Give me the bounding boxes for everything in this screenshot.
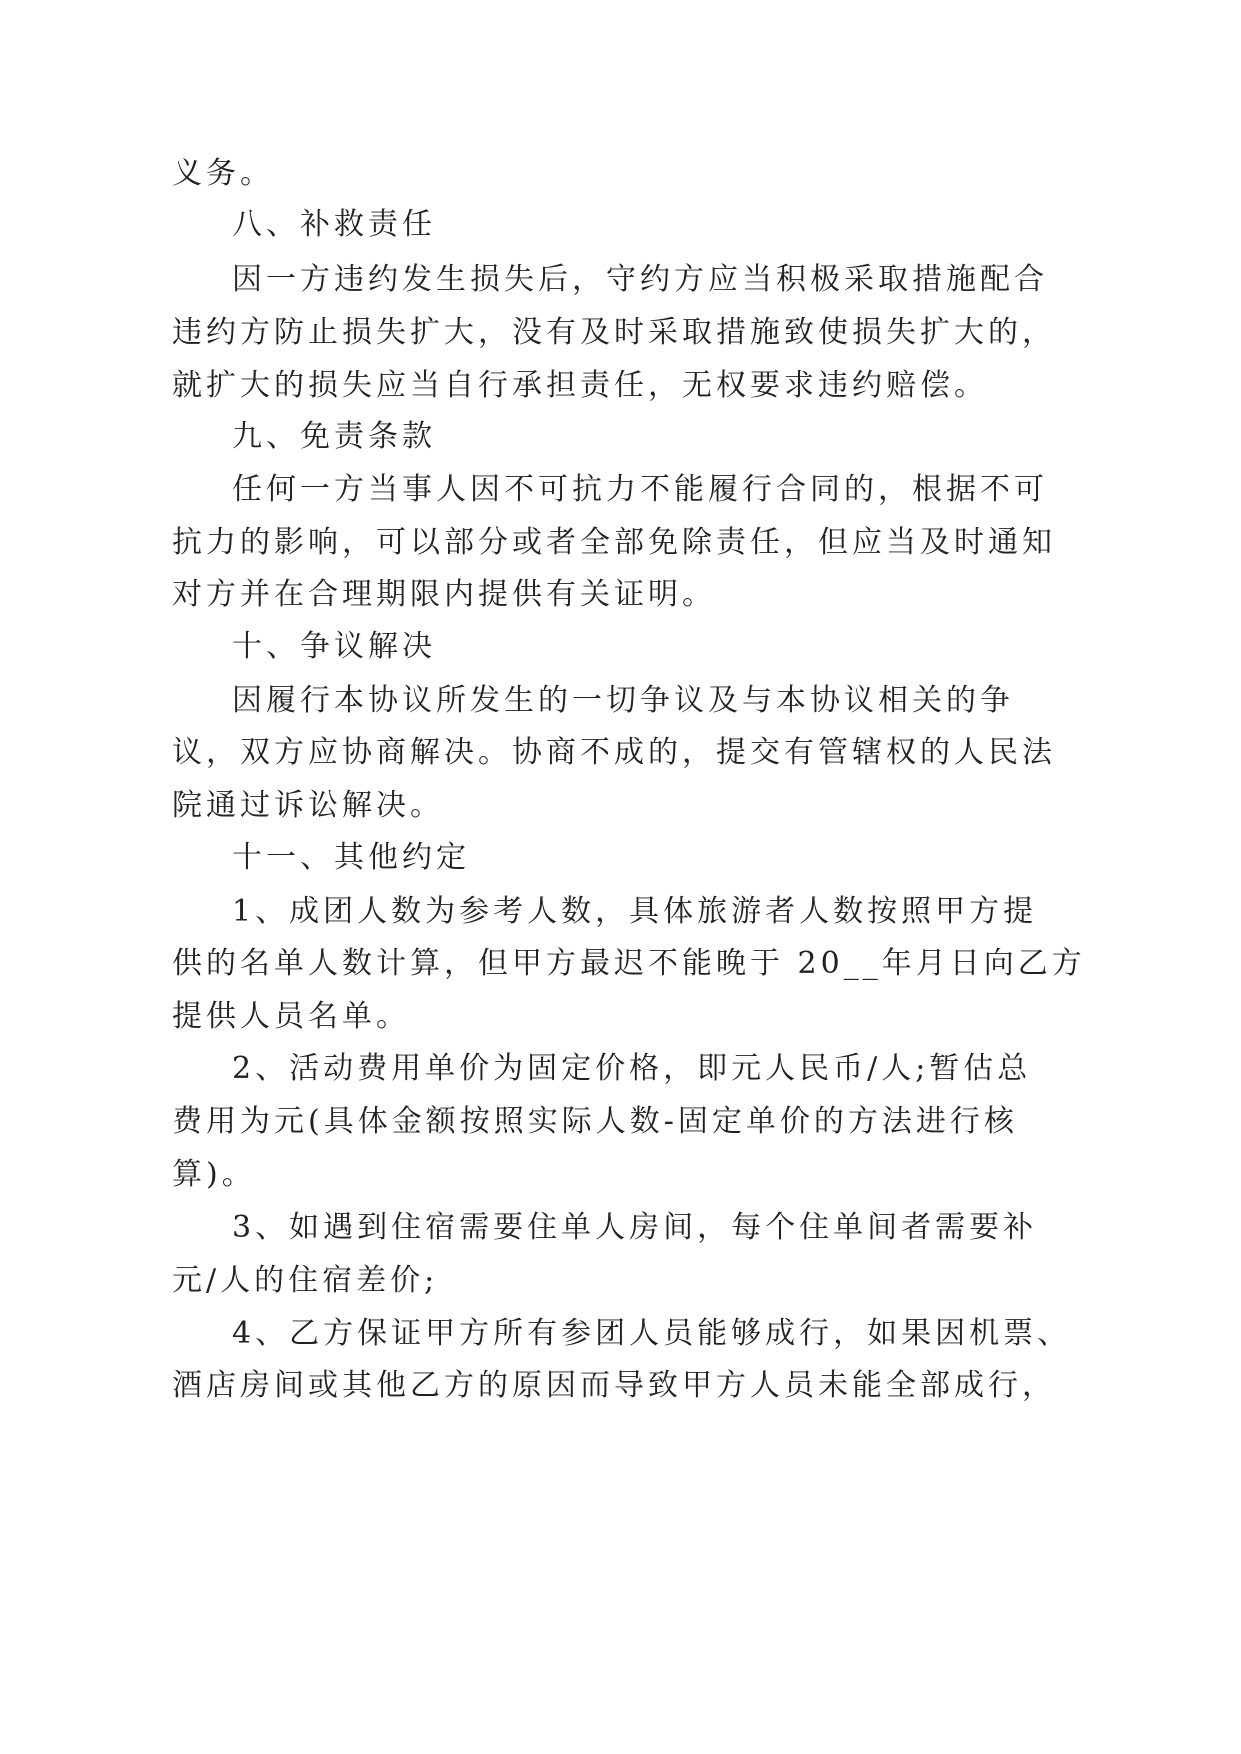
text-line: 对方并在合理期限内提供有关证明。	[172, 577, 716, 612]
section-heading: 十一、其他约定	[232, 840, 470, 875]
text-line: 3、如遇到住宿需要住单人房间，每个住单间者需要补	[232, 1210, 1038, 1245]
text-line: 提供人员名单。	[172, 999, 410, 1034]
section-heading: 八、补救责任	[232, 207, 436, 242]
section-heading: 九、免责条款	[232, 419, 436, 454]
text-line: 4、乙方保证甲方所有参团人员能够成行，如果因机票、	[232, 1316, 1072, 1351]
text-line: 供的名单人数计算，但甲方最迟不能晚于 20__年月日向乙方	[172, 946, 1086, 981]
text-line: 因履行本协议所发生的一切争议及与本协议相关的争	[232, 683, 1014, 718]
text-line: 元/人的住宿差价;	[172, 1263, 439, 1298]
text-line: 2、活动费用单价为固定价格，即元人民币/人;暂估总	[232, 1051, 1032, 1086]
text-line: 任何一方当事人因不可抗力不能履行合同的，根据不可	[232, 472, 1048, 507]
text-line: 义务。	[172, 156, 274, 191]
text-line: 院通过诉讼解决。	[172, 788, 444, 823]
text-line: 抗力的影响，可以部分或者全部免除责任，但应当及时通知	[172, 525, 1056, 560]
text-line: 算)。	[172, 1157, 256, 1192]
text-line: 违约方防止损失扩大，没有及时采取措施致使损失扩大的，	[172, 315, 1056, 350]
text-line: 酒店房间或其他乙方的原因而导致甲方人员未能全部成行，	[172, 1368, 1056, 1403]
text-line: 费用为元(具体金额按照实际人数-固定单价的方法进行核	[172, 1104, 1018, 1139]
text-line: 因一方违约发生损失后，守约方应当积极采取措施配合	[232, 262, 1048, 297]
text-line: 议，双方应协商解决。协商不成的，提交有管辖权的人民法	[172, 735, 1056, 770]
text-line: 1、成团人数为参考人数，具体旅游者人数按照甲方提	[232, 894, 1038, 929]
section-heading: 十、争议解决	[232, 629, 436, 664]
text-line: 就扩大的损失应当自行承担责任，无权要求违约赔偿。	[172, 368, 988, 403]
